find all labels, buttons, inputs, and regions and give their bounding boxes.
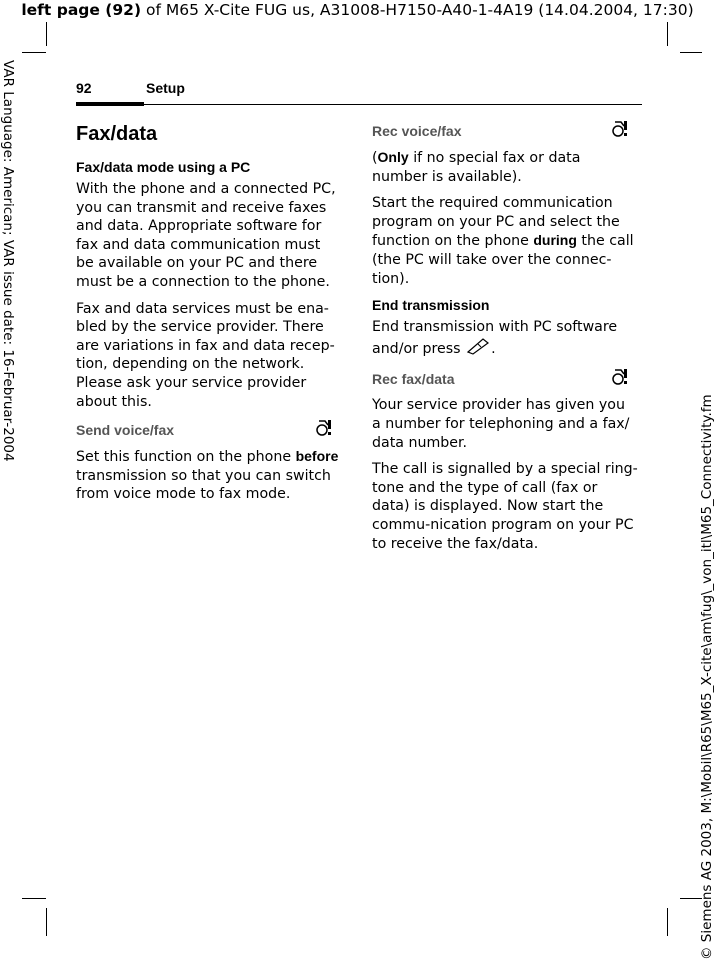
- start-after: the call (the PC will take over the connec-tion).: [372, 233, 634, 287]
- crop-mark: [22, 898, 46, 899]
- crop-mark: [46, 908, 47, 936]
- end-call-key-icon: [465, 337, 491, 361]
- left-column: [76, 120, 342, 512]
- only-keyword: Only: [377, 149, 409, 165]
- header-accent-bar: [76, 102, 144, 106]
- send-keyword: before: [295, 448, 339, 465]
- chapter-title: Setup: [146, 80, 185, 96]
- print-page-ref: left page (92): [21, 1, 142, 19]
- provider-paragraph: Fax and data services must be ena-bled by the service provider. There are variations in fax and data recep-tion, depending on the network. Please ask your service provider about this.: [76, 300, 335, 410]
- rec-voice-fax-text: [372, 148, 638, 186]
- rec-fax-data-text-1: Your service provider has given you a number for telephoning and a fax/ data number.: [372, 397, 630, 451]
- end-text: End transmission with PC software and/or press: [372, 319, 618, 357]
- crop-mark: [46, 22, 47, 46]
- rec-fax-data-heading: [372, 368, 638, 390]
- rec-voice-fax-heading: [372, 120, 638, 142]
- send-text-after: transmission so that you can switch from voice mode to fax mode.: [76, 467, 331, 503]
- rec-fax-data-text-2: The call is signalled by a special ring-tone and the type of call (fax or data) is displayed. Now start the commu-nication program on your PC to receive the fax/data.: [372, 461, 638, 552]
- paren-open: (: [372, 150, 378, 166]
- intro-paragraph: With the phone and a connected PC, you can transmit and receive faxes and data. Appropriate software for fax and data communication must be available on your PC and there must be a connection to the phone.: [76, 181, 336, 290]
- send-voice-fax-heading: [76, 419, 342, 441]
- crop-mark: [667, 22, 668, 46]
- crop-mark: [22, 52, 46, 53]
- print-file-ref: of M65 X-Cite FUG us, A31008-H7150-A40-1-4A19 (14.04.2004, 17:30): [145, 1, 694, 19]
- header-rule: [144, 104, 642, 105]
- rec-voice-rest: if no special fax or data number is available).: [372, 150, 581, 185]
- send-text-before: Set this function on the phone: [76, 449, 292, 466]
- service-provider-icon: [610, 119, 638, 144]
- rec-voice-fax-label: Rec voice/fax: [372, 122, 462, 139]
- print-job-note: [0, 0, 715, 20]
- language-issue-note: VAR Language: American; VAR issue date: 16-Februar-2004: [0, 60, 16, 462]
- during-keyword: during: [533, 232, 577, 249]
- copyright-path-note: © Siemens AG 2003, M:\Mobil\R65\M65_X-cite\am\fug\_von_itl\M65_Connectivity.fm: [699, 394, 715, 960]
- send-voice-fax-text: [76, 447, 342, 504]
- side-note-right: [699, 0, 715, 960]
- right-column: [372, 120, 638, 561]
- start-program-text: [372, 194, 638, 288]
- rec-fax-data-label: Rec fax/data: [372, 371, 455, 388]
- side-note-left: [0, 0, 16, 960]
- subsection-title: Fax/data mode using a PC: [76, 159, 251, 175]
- crop-mark: [667, 908, 668, 936]
- service-provider-icon: [314, 418, 342, 443]
- end-transmission-title: End transmission: [372, 297, 490, 314]
- section-title: Fax/data: [76, 123, 158, 145]
- start-before: Start the required communication program on your PC and select the function on the phone: [372, 195, 620, 250]
- service-provider-icon: [610, 367, 638, 392]
- end-period: .: [491, 340, 496, 357]
- end-transmission-text: [372, 318, 638, 360]
- page-number: 92: [76, 80, 92, 96]
- send-voice-fax-label: Send voice/fax: [76, 421, 175, 438]
